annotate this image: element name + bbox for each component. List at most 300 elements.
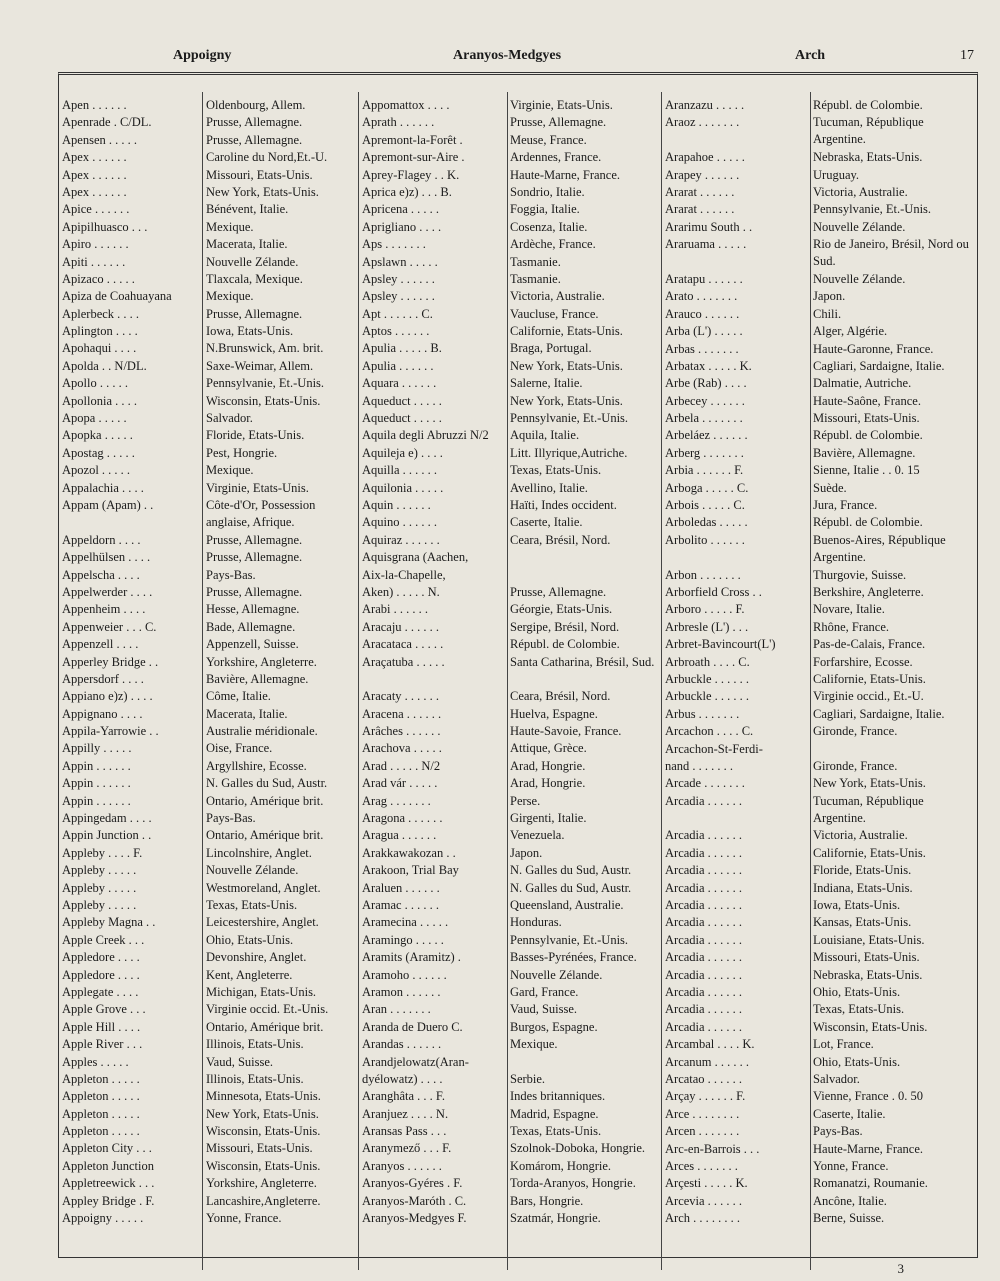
place-name: Apsley . . . . . . — [362, 271, 435, 286]
table-row — [358, 532, 661, 549]
table-row — [358, 845, 661, 862]
place-location: Nouvelle Zélande. — [510, 967, 603, 982]
place-location: Tasmanie. — [510, 254, 561, 269]
place-location: Vaud, Suisse. — [206, 1054, 274, 1069]
table-row — [58, 97, 358, 114]
table-row — [358, 410, 661, 427]
table-row — [661, 427, 976, 444]
table-row — [58, 1158, 358, 1175]
place-name: Apohaqui . . . . — [62, 341, 137, 356]
place-location: Géorgie, Etats-Unis. — [510, 602, 613, 617]
place-location: Nouvelle Zélande. — [206, 863, 299, 878]
place-name: Arbolito . . . . . . — [665, 532, 745, 547]
place-location: Républ. de Colombie. — [813, 515, 923, 530]
place-name: Aranyos-Gyéres . F. — [362, 1176, 463, 1191]
table-row — [661, 167, 976, 184]
place-location: Basses-Pyrénées, France. — [510, 950, 637, 965]
table-row — [661, 1158, 976, 1175]
place-location: Aquila, Italie. — [510, 428, 580, 443]
place-name: Arakoon, Trial Bay — [362, 863, 459, 878]
place-location: Virginie occid., Et.-U. — [813, 689, 924, 704]
place-name: Aracena . . . . . . — [362, 706, 442, 721]
place-location: N. Galles du Sud, Austr. — [510, 863, 632, 878]
place-name: Arboro . . . . . F. — [665, 602, 745, 617]
place-location: Sondrio, Italie. — [510, 184, 585, 199]
table-row — [58, 1088, 358, 1105]
place-location: Caserte, Italie. — [510, 515, 583, 530]
place-name: Aramac . . . . . . — [362, 897, 440, 912]
place-location: N. Galles du Sud, Austr. — [510, 880, 632, 895]
place-name: Appin . . . . . . — [62, 758, 131, 773]
place-name: Arboledas . . . . . — [665, 515, 748, 530]
table-row — [358, 1001, 661, 1018]
place-location: Lincolnshire, Anglet. — [206, 845, 312, 860]
place-name: Appenheim . . . . — [62, 602, 146, 617]
table-row — [358, 862, 661, 879]
place-location: Missouri, Etats-Unis. — [206, 167, 313, 182]
place-name: Aramon . . . . . . — [362, 984, 441, 999]
table-row — [661, 914, 976, 931]
table-row — [358, 967, 661, 984]
place-name: Applegate . . . . — [62, 984, 139, 999]
table-row — [661, 793, 976, 828]
place-location: Pennsylvanie, Et.-Unis. — [206, 376, 325, 391]
place-name: Appenweier . . . C. — [62, 619, 157, 634]
place-location: Mexique. — [510, 1037, 558, 1052]
place-name: Arad . . . . . N/2 — [362, 758, 441, 773]
place-location: Nebraska, Etats-Unis. — [813, 150, 923, 165]
place-location: Illinois, Etats-Unis. — [206, 1071, 304, 1086]
place-name: Arbon . . . . . . . — [665, 567, 741, 582]
place-location: Santa Catharina, Brésil, Sud. — [510, 654, 655, 669]
place-name: Araluen . . . . . . — [362, 880, 440, 895]
place-location: Tlaxcala, Mexique. — [206, 271, 303, 286]
place-location: Californie, Etats-Unis. — [813, 845, 926, 860]
place-name: Arapahoe . . . . . — [665, 150, 745, 165]
place-name: Apollo . . . . . — [62, 376, 128, 391]
place-location: Ohio, Etats-Unis. — [206, 932, 294, 947]
table-row — [661, 1193, 976, 1210]
place-location: Forfarshire, Ecosse. — [813, 654, 913, 669]
table-row — [661, 375, 976, 392]
place-name: Arato . . . . . . . — [665, 289, 738, 304]
place-name: Appley Bridge . F. — [62, 1193, 155, 1208]
place-location: Hesse, Allemagne. — [206, 602, 300, 617]
place-name: Arabi . . . . . . — [362, 602, 428, 617]
place-name: Aranghâta . . . F. — [362, 1089, 446, 1104]
place-name: Apex . . . . . . — [62, 184, 127, 199]
place-name: Arbia . . . . . . F. — [665, 463, 744, 478]
place-name: Arbela . . . . . . . — [665, 411, 743, 426]
place-name: Apostag . . . . . — [62, 445, 135, 460]
table-row — [661, 393, 976, 410]
table-row — [661, 601, 976, 618]
table-row — [358, 219, 661, 236]
table-row — [58, 584, 358, 601]
place-name: Aquila degli Abruzzi N/2 — [362, 428, 489, 443]
place-name: Aprath . . . . . . — [362, 115, 435, 130]
table-row — [58, 497, 358, 532]
table-row — [661, 97, 976, 114]
table-row — [661, 445, 976, 462]
table-row — [661, 758, 976, 775]
table-row — [58, 671, 358, 688]
place-location: Cagliari, Sardaigne, Italie. — [813, 706, 945, 721]
table-row — [358, 723, 661, 740]
table-row — [358, 1019, 661, 1036]
place-name: Appleton Junction — [62, 1158, 155, 1173]
table-row — [58, 706, 358, 723]
place-location: Prusse, Allemagne. — [206, 584, 303, 599]
place-location: Caserte, Italie. — [813, 1106, 886, 1121]
place-name: Arce . . . . . . . . — [665, 1106, 740, 1121]
place-name: Arcadia . . . . . . — [665, 863, 743, 878]
place-name: Apollonia . . . . — [62, 393, 137, 408]
place-location: Wisconsin, Etats-Unis. — [813, 1019, 928, 1034]
place-name: Appelscha . . . . — [62, 567, 140, 582]
table-row — [358, 132, 661, 149]
place-name: Arbus . . . . . . . — [665, 706, 740, 721]
table-row — [58, 619, 358, 636]
table-row — [58, 932, 358, 949]
table-row — [661, 1088, 976, 1105]
table-row — [58, 219, 358, 236]
table-row — [661, 584, 976, 601]
table-row — [661, 567, 976, 584]
place-name: Arborfield Cross . . — [665, 584, 762, 599]
table-row — [358, 480, 661, 497]
place-name: Arcevia . . . . . . — [665, 1193, 743, 1208]
place-location: New York, Etats-Unis. — [510, 358, 623, 373]
place-name: Aransas Pass . . . — [362, 1124, 447, 1139]
header-last-entry: Arch — [795, 48, 826, 63]
place-name: Arcambal . . . . K. — [665, 1037, 755, 1052]
place-location: Côte-d'Or, Possession anglaise, Afrique. — [206, 497, 316, 529]
place-location: Ohio, Etats-Unis. — [813, 1054, 901, 1069]
table-row — [358, 462, 661, 479]
place-name: Apulia . . . . . . — [362, 358, 434, 373]
place-name: Appleton . . . . . — [62, 1089, 140, 1104]
place-name: Arad vár . . . . . — [362, 776, 438, 791]
table-row — [661, 636, 976, 653]
table-row — [661, 514, 976, 531]
place-name: Arbuckle . . . . . . — [665, 671, 750, 686]
place-location: Victoria, Australie. — [510, 289, 605, 304]
table-row — [661, 1175, 976, 1192]
table-row — [358, 793, 661, 810]
place-location: Nouvelle Zélande. — [206, 254, 299, 269]
place-location: Nebraska, Etats-Unis. — [813, 967, 923, 982]
place-name: Aracaju . . . . . . — [362, 619, 440, 634]
place-name: Aptos . . . . . . — [362, 324, 430, 339]
place-location: Texas, Etats-Unis. — [510, 1124, 602, 1139]
table-row — [358, 97, 661, 114]
place-location: Komárom, Hongrie. — [510, 1158, 612, 1173]
table-row — [661, 114, 976, 149]
table-row — [58, 914, 358, 931]
place-name: Appin . . . . . . — [62, 793, 131, 808]
place-name: Appleby . . . . . — [62, 897, 137, 912]
table-row — [58, 601, 358, 618]
table-row — [661, 358, 976, 375]
place-location: Chili. — [813, 306, 842, 321]
place-name: Arbe (Rab) . . . . — [665, 376, 747, 391]
place-name: nand . . . . . . . — [665, 758, 734, 773]
table-row — [58, 567, 358, 584]
place-name: Arch . . . . . . . . — [665, 1211, 740, 1226]
table-row — [661, 619, 976, 636]
place-name: Apiro . . . . . . — [62, 237, 129, 252]
table-row — [661, 462, 976, 479]
place-name: Arberg . . . . . . . — [665, 445, 744, 460]
table-row — [58, 723, 358, 740]
table-row — [58, 1175, 358, 1192]
place-location: N.Brunswick, Am. brit. — [206, 341, 324, 356]
place-location: Berkshire, Angleterre. — [813, 584, 924, 599]
table-row — [358, 514, 661, 531]
table-row — [661, 410, 976, 427]
place-name: Aqueduct . . . . . — [362, 411, 442, 426]
place-location: Yonne, France. — [813, 1158, 889, 1173]
place-name: Apiti . . . . . . — [62, 254, 126, 269]
place-name: Aranda de Duero C. — [362, 1019, 463, 1034]
place-name: Aranyos . . . . . . — [362, 1158, 442, 1173]
place-location: Gironde, France. — [813, 724, 898, 739]
place-location: Bade, Allemagne. — [206, 619, 296, 634]
place-location: Perse. — [510, 793, 541, 808]
place-name: Aken) . . . . . N. — [362, 584, 440, 599]
table-row — [358, 114, 661, 131]
place-location: Szatmár, Hongrie. — [510, 1211, 601, 1226]
table-row — [58, 306, 358, 323]
table-row — [358, 1140, 661, 1157]
place-location: Prusse, Allemagne. — [206, 532, 303, 547]
place-location: Devonshire, Anglet. — [206, 950, 307, 965]
table-row — [58, 949, 358, 966]
place-location: Missouri, Etats-Unis. — [813, 950, 920, 965]
place-location: Torda-Aranyos, Hongrie. — [510, 1176, 636, 1191]
place-location: Dalmatie, Autriche. — [813, 376, 912, 391]
place-name: Araoz . . . . . . . — [665, 115, 740, 130]
table-row — [358, 497, 661, 514]
place-location: Missouri, Etats-Unis. — [813, 411, 920, 426]
table-row — [58, 236, 358, 253]
table-row — [358, 810, 661, 827]
table-row — [661, 845, 976, 862]
table-row — [58, 810, 358, 827]
place-location: Salvador. — [206, 411, 253, 426]
table-row — [358, 827, 661, 844]
place-location: Nouvelle Zélande. — [813, 271, 906, 286]
place-name: Aranyos-Maróth . C. — [362, 1193, 467, 1208]
place-location: Floride, Etats-Unis. — [813, 863, 912, 878]
place-name: Apperley Bridge . . — [62, 654, 159, 669]
place-location: Serbie. — [510, 1071, 546, 1086]
place-name: Ararat . . . . . . — [665, 202, 735, 217]
place-name: Apsley . . . . . . — [362, 289, 435, 304]
table-row — [58, 862, 358, 879]
place-location: Nouvelle Zélande. — [813, 219, 906, 234]
table-row — [58, 340, 358, 357]
place-name: Appingedam . . . . — [62, 811, 152, 826]
place-name: Appletreewick . . . — [62, 1176, 155, 1191]
table-row — [661, 306, 976, 323]
table-row — [58, 1193, 358, 1210]
table-row — [358, 1106, 661, 1123]
place-location: New York, Etats-Unis. — [206, 184, 319, 199]
table-row — [358, 254, 661, 271]
table-row — [661, 184, 976, 201]
table-row — [58, 184, 358, 201]
place-name: Apolda . . N/DL. — [62, 358, 147, 373]
table-row — [58, 323, 358, 340]
place-name: Appin Junction . . — [62, 828, 152, 843]
place-location: Avellino, Italie. — [510, 480, 588, 495]
table-row — [58, 358, 358, 375]
place-location: Braga, Portugal. — [510, 341, 592, 356]
table-row — [661, 1054, 976, 1071]
table-row — [58, 827, 358, 844]
place-name: Aranjuez . . . . N. — [362, 1106, 449, 1121]
place-name: Aragua . . . . . . — [362, 828, 437, 843]
page-number: 17 — [960, 48, 974, 63]
table-row — [358, 619, 661, 636]
place-location: Saxe-Weimar, Allem. — [206, 358, 314, 373]
table-row — [358, 984, 661, 1001]
place-location: Queensland, Australie. — [510, 897, 624, 912]
place-location: Ceara, Brésil, Nord. — [510, 689, 611, 704]
table-row — [661, 654, 976, 671]
place-location: Louisiane, Etats-Unis. — [813, 932, 925, 947]
place-name: Arcadia . . . . . . — [665, 1002, 743, 1017]
place-name: Appalachia . . . . — [62, 480, 144, 495]
table-row — [661, 723, 976, 740]
place-location: Ontario, Amérique brit. — [206, 828, 324, 843]
place-location: Vaucluse, France. — [510, 306, 599, 321]
place-location: Rhône, France. — [813, 619, 890, 634]
place-location: Pays-Bas. — [813, 1124, 863, 1139]
place-name: Appiano e)z) . . . . — [62, 689, 153, 704]
place-name: Apt . . . . . . C. — [362, 306, 433, 321]
place-location: Pays-Bas. — [206, 811, 256, 826]
table-row — [358, 549, 661, 566]
table-row — [358, 758, 661, 775]
place-name: Arcadia . . . . . . — [665, 932, 743, 947]
place-location: Vienne, France . 0. 50 — [813, 1089, 923, 1104]
place-location: Sienne, Italie . . 0. 15 — [813, 463, 920, 478]
place-name: Aracaty . . . . . . — [362, 689, 440, 704]
place-name: Apen . . . . . . — [62, 98, 127, 112]
table-row — [358, 445, 661, 462]
table-row — [58, 845, 358, 862]
place-name: Apricena . . . . . — [362, 202, 440, 217]
place-location: Républ. de Colombie. — [813, 428, 923, 443]
place-location: Républ. de Colombie. — [510, 637, 620, 652]
place-name: Arachova . . . . . — [362, 741, 442, 756]
place-name: Aplington . . . . — [62, 324, 138, 339]
place-location: Ohio, Etats-Unis. — [813, 984, 901, 999]
place-name: Appleton . . . . . — [62, 1071, 140, 1086]
place-name: Apulia . . . . . B. — [362, 341, 442, 356]
table-row — [358, 427, 661, 444]
place-location: New York, Etats-Unis. — [206, 1106, 319, 1121]
place-location: Haute-Marne, France. — [510, 167, 621, 182]
place-name: Apples . . . . . — [62, 1054, 129, 1069]
place-name: Arakkawakozan . . — [362, 845, 456, 860]
place-name: Aprigliano . . . . — [362, 219, 442, 234]
place-location: Texas, Etats-Unis. — [813, 1002, 905, 1017]
place-location: Yorkshire, Angleterre. — [206, 1176, 317, 1191]
place-name: Aps . . . . . . . — [362, 237, 426, 252]
place-location: Oldenbourg, Allem. — [206, 98, 306, 112]
place-location: Wisconsin, Etats-Unis. — [206, 1124, 321, 1139]
place-location: Japon. — [813, 289, 846, 304]
table-row — [661, 1141, 976, 1158]
place-name: Appledore . . . . — [62, 950, 140, 965]
place-location: Buenos-Aires, République Argentine. — [813, 532, 946, 564]
table-row — [58, 271, 358, 288]
place-location: Wisconsin, Etats-Unis. — [206, 1158, 321, 1173]
table-row — [358, 654, 661, 689]
table-row — [58, 445, 358, 462]
place-name: Appelwerder . . . . — [62, 584, 153, 599]
table-row — [58, 1054, 358, 1071]
table-row — [58, 1140, 358, 1157]
table-row — [58, 1210, 358, 1227]
place-name: Arcen . . . . . . . — [665, 1124, 740, 1139]
place-name: Arbret-Bavincourt(L') — [665, 637, 776, 652]
place-location: Meuse, France. — [510, 132, 587, 147]
place-name: Apslawn . . . . . — [362, 254, 438, 269]
place-name: Apipilhuasco . . . — [62, 219, 148, 234]
place-location: Rio de Janeiro, Brésil, Nord ou Sud. — [813, 237, 969, 269]
table-row — [58, 984, 358, 1001]
table-row — [358, 149, 661, 166]
place-location: Cagliari, Sardaigne, Italie. — [813, 358, 945, 373]
place-location: Indiana, Etats-Unis. — [813, 880, 913, 895]
place-location: Ceara, Brésil, Nord. — [510, 532, 611, 547]
place-location: Attique, Grèce. — [510, 741, 587, 756]
table-row — [58, 114, 358, 131]
place-name: Appledore . . . . — [62, 967, 140, 982]
table-row — [58, 393, 358, 410]
table-row — [58, 1001, 358, 1018]
place-name: Arcadia . . . . . . — [665, 828, 743, 843]
place-location: Venezuela. — [510, 828, 565, 843]
place-location: New York, Etats-Unis. — [813, 776, 926, 791]
place-name: Araruama . . . . . — [665, 237, 747, 252]
header-first-entry: Appoigny — [173, 48, 232, 63]
place-location: Lot, France. — [813, 1037, 874, 1052]
place-location: Prusse, Allemagne. — [206, 306, 303, 321]
place-location: Mexique. — [206, 219, 254, 234]
place-name: Ararimu South . . — [665, 219, 753, 234]
place-name: Aramecina . . . . . — [362, 915, 449, 930]
place-location: Uruguay. — [813, 167, 860, 182]
place-name: Apex . . . . . . — [62, 167, 127, 182]
place-location: Australie méridionale. — [206, 724, 318, 739]
place-name: Arcadia . . . . . . — [665, 898, 743, 913]
place-location: Macerata, Italie. — [206, 237, 288, 252]
signature-mark: 3 — [897, 1261, 904, 1276]
place-name: Aramingo . . . . . — [362, 932, 444, 947]
table-row — [358, 167, 661, 184]
place-name: Apensen . . . . . — [62, 132, 137, 147]
place-location: Litt. Illyrique,Autriche. — [510, 445, 628, 460]
place-name: Arcadia . . . . . . — [665, 845, 743, 860]
place-name: Arcadia . . . . . . — [665, 967, 743, 982]
place-location: Alger, Algérie. — [813, 324, 888, 339]
